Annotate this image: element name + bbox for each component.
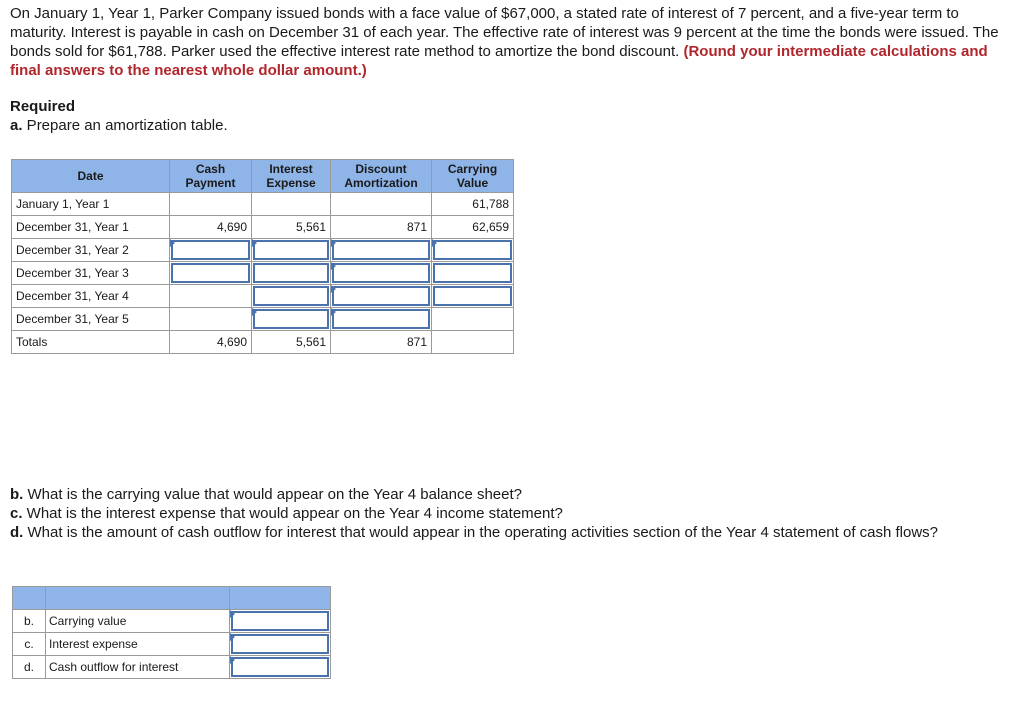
discount-amortization-input[interactable] [331, 239, 432, 262]
input-marker-icon [331, 239, 336, 247]
input-marker-icon [252, 308, 257, 316]
header-discount-amortization: Discount Amortization [331, 160, 432, 193]
cash-payment-input[interactable] [170, 262, 252, 285]
cash-outflow-answer-input[interactable] [230, 656, 331, 679]
row-date: Totals [12, 331, 170, 354]
answer-label: Cash outflow for interest [46, 656, 230, 679]
question-d-letter: d. [10, 524, 24, 541]
discount-amortization-cell [331, 193, 432, 216]
rounding-instruction: (Round your intermediate calculations and final answers to the nearest whole dollar amount.) [10, 43, 988, 79]
row-date: December 31, Year 2 [12, 239, 170, 262]
discount-amortization-input[interactable] [331, 262, 432, 285]
amortization-header-row [12, 160, 514, 193]
question-b-letter: b. [10, 486, 24, 503]
interest-expense-input[interactable] [252, 308, 331, 331]
question-d [10, 523, 1010, 542]
input-marker-icon [331, 262, 336, 270]
header-interest-expense: Interest Expense [252, 160, 331, 193]
row-date: December 31, Year 5 [12, 308, 170, 331]
input-marker-icon [432, 239, 437, 247]
header-cash-payment: Cash Payment [170, 160, 252, 193]
cash-payment-cell: 4,690 [170, 216, 252, 239]
carrying-value-cell: 61,788 [432, 193, 514, 216]
discount-amortization-total: 871 [331, 331, 432, 354]
row-date: December 31, Year 3 [12, 262, 170, 285]
answer-letter: d. [13, 656, 46, 679]
interest-expense-input[interactable] [252, 262, 331, 285]
table-row [12, 239, 514, 262]
cash-payment-cell [170, 308, 252, 331]
table-row [12, 262, 514, 285]
interest-expense-input[interactable] [252, 239, 331, 262]
interest-expense-total: 5,561 [252, 331, 331, 354]
answer-header-row [13, 587, 331, 610]
table-row [12, 308, 514, 331]
question-d-text: What is the amount of cash outflow for interest that would appear in the operating activities section of the Year 4 statement of cash flows? [23, 524, 939, 541]
question-c-letter: c. [10, 505, 23, 522]
table-row [13, 610, 331, 633]
discount-amortization-input[interactable] [331, 308, 432, 331]
cash-payment-input[interactable] [170, 239, 252, 262]
interest-expense-answer-input[interactable] [230, 633, 331, 656]
question-c-text: What is the interest expense that would appear on the Year 4 income statement? [22, 505, 563, 522]
table-row [12, 193, 514, 216]
interest-expense-cell [252, 193, 331, 216]
amortization-table [11, 159, 514, 354]
row-date: January 1, Year 1 [12, 193, 170, 216]
input-marker-icon [230, 633, 235, 641]
carrying-value-cell [432, 308, 514, 331]
row-date: December 31, Year 4 [12, 285, 170, 308]
input-marker-icon [331, 308, 336, 316]
carrying-value-input[interactable] [432, 285, 514, 308]
part-a-letter: a. [10, 117, 23, 134]
problem-text: On January 1, Year 1, Parker Company issued bonds with a face value of $67,000, a stated rate of interest of 7 percent, and a five-year term to maturity. Interest is payable in cash on December 31 of each year. The effective rate of interest was 9 percent at the time the bonds were issued. The bonds sold for $61,788. Parker used the effective interest rate method to amortize the bond discount. [10, 5, 999, 60]
problem-statement [10, 4, 1010, 80]
header-carrying-value: Carrying Value [432, 160, 514, 193]
interest-expense-cell: 5,561 [252, 216, 331, 239]
answer-letter: c. [13, 633, 46, 656]
part-a-prompt [10, 116, 228, 135]
row-date: December 31, Year 1 [12, 216, 170, 239]
table-row [13, 656, 331, 679]
table-row [12, 285, 514, 308]
carrying-value-input[interactable] [432, 262, 514, 285]
table-row [13, 633, 331, 656]
required-title: Required [10, 98, 76, 115]
question-b-text: What is the carrying value that would appear on the Year 4 balance sheet? [23, 486, 523, 503]
interest-expense-input[interactable] [252, 285, 331, 308]
carrying-value-cell: 62,659 [432, 216, 514, 239]
answer-label: Carrying value [46, 610, 230, 633]
carrying-value-input[interactable] [432, 239, 514, 262]
questions-section [10, 485, 1010, 542]
cash-payment-cell [170, 285, 252, 308]
required-section [10, 97, 228, 135]
input-marker-icon [230, 610, 235, 618]
input-marker-icon [252, 239, 257, 247]
input-marker-icon [331, 285, 336, 293]
answer-label: Interest expense [46, 633, 230, 656]
answer-table [12, 586, 331, 679]
discount-amortization-cell: 871 [331, 216, 432, 239]
table-row [12, 216, 514, 239]
question-b [10, 485, 1010, 504]
input-marker-icon [170, 239, 175, 247]
header-date: Date [12, 160, 170, 193]
answer-letter: b. [13, 610, 46, 633]
input-marker-icon [230, 656, 235, 664]
carrying-value-answer-input[interactable] [230, 610, 331, 633]
discount-amortization-input[interactable] [331, 285, 432, 308]
cash-payment-total: 4,690 [170, 331, 252, 354]
part-a-text: Prepare an amortization table. [22, 117, 228, 134]
question-c [10, 504, 1010, 523]
cash-payment-cell [170, 193, 252, 216]
carrying-value-total [432, 331, 514, 354]
totals-row [12, 331, 514, 354]
